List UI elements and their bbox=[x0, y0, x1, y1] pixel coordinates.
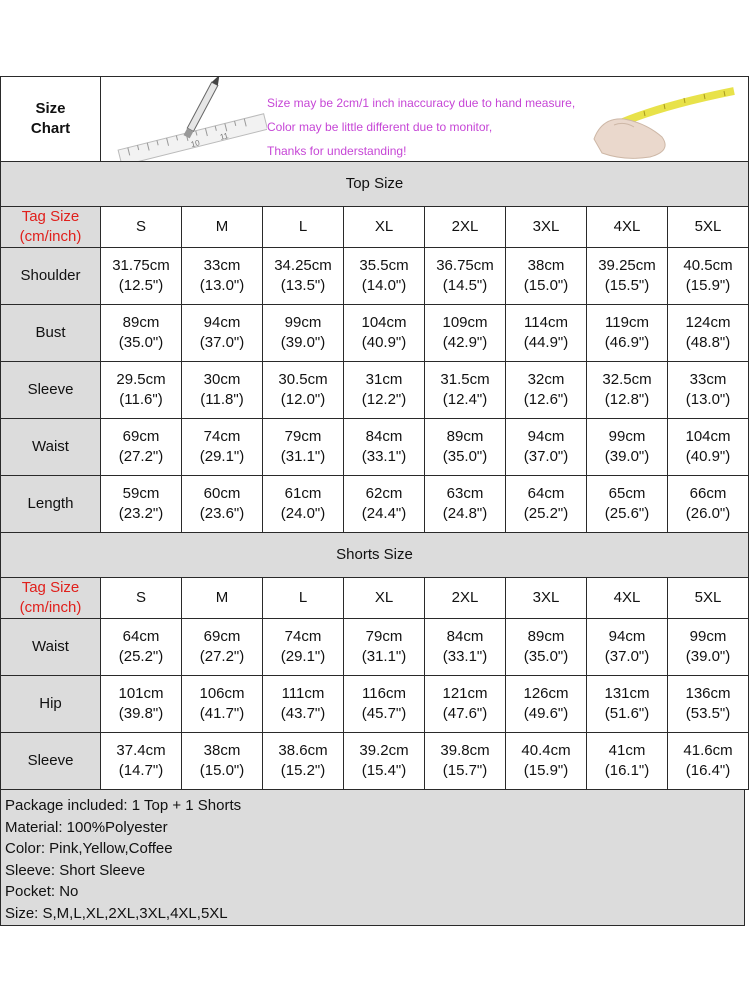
shorts-size-header: L bbox=[263, 578, 344, 619]
measure-cm: 33cm bbox=[689, 371, 727, 388]
measure-cm: 40.5cm bbox=[683, 257, 733, 274]
measure-cm: 89cm bbox=[527, 628, 565, 645]
measure-cm: 111cm bbox=[281, 685, 325, 702]
top-measure-cell bbox=[668, 248, 749, 305]
top-measure-cell bbox=[587, 362, 668, 419]
measure-cm: 109cm bbox=[442, 314, 488, 331]
top-measure-cell bbox=[344, 248, 425, 305]
ruler-label-11: 11 bbox=[219, 131, 230, 142]
measure-cm: 94cm bbox=[608, 628, 646, 645]
detail-pocket: Pocket: No bbox=[5, 883, 79, 900]
measure-inch: (45.7") bbox=[361, 705, 407, 722]
top-measure-cell bbox=[425, 419, 506, 476]
measure-cm: 131cm bbox=[604, 685, 650, 702]
pencil-ruler-icon bbox=[107, 77, 267, 161]
top-measure-cell bbox=[668, 362, 749, 419]
measure-inch: (12.4") bbox=[442, 391, 488, 408]
measure-cm: 99cm bbox=[284, 314, 322, 331]
measure-cm: 64cm bbox=[527, 485, 565, 502]
measure-inch: (14.7") bbox=[118, 762, 164, 779]
measure-inch: (35.0") bbox=[523, 648, 569, 665]
measure-inch: (23.2") bbox=[118, 505, 164, 522]
detail-color: Color: Pink,Yellow,Coffee bbox=[5, 840, 173, 857]
measure-inch: (40.9") bbox=[685, 448, 731, 465]
top-measure-cell bbox=[587, 419, 668, 476]
measure-inch: (16.1") bbox=[604, 762, 650, 779]
shorts-table-row bbox=[1, 733, 749, 790]
detail-sleeve: Sleeve: Short Sleeve bbox=[5, 861, 146, 879]
top-measure-cell bbox=[101, 362, 182, 419]
measure-cm: 38cm bbox=[203, 742, 241, 759]
top-measure-cell bbox=[263, 419, 344, 476]
top-measure-cell bbox=[506, 362, 587, 419]
measure-cm: 69cm bbox=[203, 628, 241, 645]
top-tag-size-label: Tag Size (cm/inch) bbox=[1, 207, 101, 248]
measure-inch: (43.7") bbox=[280, 705, 326, 722]
shorts-measure-cell bbox=[263, 733, 344, 790]
measure-cm: 69cm bbox=[122, 428, 160, 445]
top-table-row bbox=[1, 476, 749, 533]
measure-cm: 116cm bbox=[362, 685, 406, 702]
shorts-measure-cell bbox=[506, 733, 587, 790]
top-measure-cell bbox=[425, 305, 506, 362]
top-measure-cell bbox=[506, 248, 587, 305]
measure-inch: (53.5") bbox=[685, 705, 731, 722]
shorts-measure-cell bbox=[344, 676, 425, 733]
measure-inch: (12.6") bbox=[523, 391, 569, 408]
measure-inch: (13.5") bbox=[280, 277, 326, 294]
shorts-measure-cell bbox=[182, 733, 263, 790]
measure-inch: (15.9") bbox=[523, 762, 569, 779]
measure-cm: 119cm bbox=[605, 314, 649, 331]
top-measure-cell bbox=[101, 419, 182, 476]
shorts-measure-cell bbox=[425, 676, 506, 733]
measure-inch: (12.8") bbox=[604, 391, 650, 408]
top-measure-cell bbox=[263, 248, 344, 305]
measure-cm: 39.25cm bbox=[598, 257, 656, 274]
shorts-measure-cell bbox=[425, 733, 506, 790]
measure-cm: 38.6cm bbox=[278, 742, 328, 759]
measure-inch: (39.0") bbox=[280, 334, 326, 351]
shorts-size-header: 3XL bbox=[506, 578, 587, 619]
measure-inch: (35.0") bbox=[118, 334, 164, 351]
top-measure-cell bbox=[425, 476, 506, 533]
top-measure-cell bbox=[668, 476, 749, 533]
measure-inch: (15.7") bbox=[442, 762, 488, 779]
top-measure-cell bbox=[344, 362, 425, 419]
shorts-row-label: Hip bbox=[1, 676, 101, 733]
measure-inch: (49.6") bbox=[523, 705, 569, 722]
measure-cm: 41.6cm bbox=[683, 742, 733, 759]
ruler-label-10: 10 bbox=[189, 138, 201, 150]
measurement-notes bbox=[267, 91, 575, 161]
measure-inch: (31.1") bbox=[361, 648, 407, 665]
measure-inch: (29.1") bbox=[199, 448, 245, 465]
measure-cm: 84cm bbox=[365, 428, 403, 445]
measure-inch: (37.0") bbox=[523, 448, 569, 465]
measure-inch: (41.7") bbox=[199, 705, 245, 722]
top-size-header: S bbox=[101, 207, 182, 248]
measure-inch: (16.4") bbox=[685, 762, 731, 779]
measure-cm: 39.8cm bbox=[440, 742, 490, 759]
measure-cm: 63cm bbox=[446, 485, 484, 502]
measure-cm: 64cm bbox=[122, 628, 160, 645]
title-line-1: Size bbox=[35, 100, 66, 117]
measure-inch: (25.2") bbox=[523, 505, 569, 522]
measure-cm: 61cm bbox=[284, 485, 322, 502]
top-size-header: 3XL bbox=[506, 207, 587, 248]
measure-cm: 79cm bbox=[284, 428, 322, 445]
note-line-2: Color may be little different due to monitor, bbox=[267, 120, 493, 134]
measure-cm: 38cm bbox=[527, 257, 565, 274]
top-size-header: XL bbox=[344, 207, 425, 248]
measure-inch: (37.0") bbox=[604, 648, 650, 665]
top-measure-cell bbox=[344, 305, 425, 362]
measure-cm: 40.4cm bbox=[521, 742, 571, 759]
shorts-size-header: 4XL bbox=[587, 578, 668, 619]
top-measure-cell bbox=[344, 476, 425, 533]
measure-inch: (48.8") bbox=[685, 334, 731, 351]
measure-cm: 59cm bbox=[122, 485, 160, 502]
shorts-table-row bbox=[1, 676, 749, 733]
measure-cm: 66cm bbox=[689, 485, 727, 502]
shorts-tag-size-label: Tag Size (cm/inch) bbox=[1, 578, 101, 619]
top-size-header: 2XL bbox=[425, 207, 506, 248]
measure-inch: (26.0") bbox=[685, 505, 731, 522]
measure-cm: 99cm bbox=[689, 628, 727, 645]
top-measure-cell bbox=[182, 305, 263, 362]
shorts-measure-cell bbox=[587, 676, 668, 733]
measuring-tape-hand-icon bbox=[584, 77, 744, 161]
top-measure-cell bbox=[668, 419, 749, 476]
top-measure-cell bbox=[182, 362, 263, 419]
shorts-measure-cell bbox=[506, 619, 587, 676]
top-measure-cell bbox=[182, 248, 263, 305]
measure-cm: 126cm bbox=[523, 685, 569, 702]
shorts-row-label: Waist bbox=[1, 619, 101, 676]
size-chart bbox=[0, 76, 748, 926]
measure-cm: 30.5cm bbox=[278, 371, 328, 388]
top-measure-cell bbox=[263, 362, 344, 419]
measure-cm: 99cm bbox=[608, 428, 646, 445]
measure-inch: (39.0") bbox=[604, 448, 650, 465]
top-row-label: Sleeve bbox=[1, 362, 101, 419]
top-table-row bbox=[1, 419, 749, 476]
top-measure-cell bbox=[506, 305, 587, 362]
measure-cm: 36.75cm bbox=[436, 257, 494, 274]
shorts-measure-cell bbox=[182, 676, 263, 733]
measure-cm: 41cm bbox=[608, 742, 646, 759]
measure-inch: (25.6") bbox=[604, 505, 650, 522]
measure-inch: (25.2") bbox=[118, 648, 164, 665]
measure-cm: 79cm bbox=[365, 628, 403, 645]
shorts-measure-cell bbox=[587, 619, 668, 676]
measure-inch: (14.5") bbox=[442, 277, 488, 294]
top-row-label: Shoulder bbox=[1, 248, 101, 305]
measure-inch: (13.0") bbox=[685, 391, 731, 408]
top-measure-cell bbox=[101, 305, 182, 362]
detail-package: Package included: 1 Top + 1 Shorts bbox=[5, 797, 242, 814]
measure-inch: (46.9") bbox=[604, 334, 650, 351]
top-measure-cell bbox=[587, 305, 668, 362]
shorts-measure-cell bbox=[263, 619, 344, 676]
measure-inch: (15.4") bbox=[361, 762, 407, 779]
measure-cm: 94cm bbox=[527, 428, 565, 445]
measure-inch: (12.5") bbox=[118, 277, 164, 294]
measure-inch: (29.1") bbox=[280, 648, 326, 665]
top-row-label: Length bbox=[1, 476, 101, 533]
measure-inch: (15.0") bbox=[199, 762, 245, 779]
measure-inch: (40.9") bbox=[361, 334, 407, 351]
shorts-size-header: S bbox=[101, 578, 182, 619]
measure-cm: 104cm bbox=[361, 314, 407, 331]
top-measure-cell bbox=[344, 419, 425, 476]
measure-inch: (39.8") bbox=[118, 705, 164, 722]
top-measure-cell bbox=[506, 476, 587, 533]
measure-cm: 31cm bbox=[365, 371, 403, 388]
measure-inch: (42.9") bbox=[442, 334, 488, 351]
measure-inch: (31.1") bbox=[280, 448, 326, 465]
measure-inch: (33.1") bbox=[442, 648, 488, 665]
measure-cm: 89cm bbox=[446, 428, 484, 445]
measure-cm: 84cm bbox=[446, 628, 484, 645]
shorts-size-header: XL bbox=[344, 578, 425, 619]
shorts-measure-cell bbox=[587, 733, 668, 790]
top-size-header: 5XL bbox=[668, 207, 749, 248]
measure-cm: 65cm bbox=[608, 485, 646, 502]
top-size-header: M bbox=[182, 207, 263, 248]
shorts-size-header: 5XL bbox=[668, 578, 749, 619]
measure-cm: 33cm bbox=[203, 257, 241, 274]
shorts-measure-cell bbox=[344, 619, 425, 676]
shorts-measure-cell bbox=[101, 733, 182, 790]
measure-inch: (27.2") bbox=[118, 448, 164, 465]
shorts-measure-cell bbox=[668, 676, 749, 733]
measure-inch: (15.2") bbox=[280, 762, 326, 779]
top-table-row bbox=[1, 305, 749, 362]
measure-cm: 31.75cm bbox=[112, 257, 170, 274]
measure-inch: (44.9") bbox=[523, 334, 569, 351]
top-measure-cell bbox=[425, 248, 506, 305]
shorts-size-header: 2XL bbox=[425, 578, 506, 619]
top-measure-cell bbox=[101, 248, 182, 305]
measure-cm: 32.5cm bbox=[602, 371, 652, 388]
size-chart-table bbox=[0, 76, 749, 790]
measure-cm: 124cm bbox=[685, 314, 731, 331]
measure-inch: (15.0") bbox=[523, 277, 569, 294]
top-row-label: Bust bbox=[1, 305, 101, 362]
shorts-measure-cell bbox=[344, 733, 425, 790]
shorts-measure-cell bbox=[668, 619, 749, 676]
measure-inch: (27.2") bbox=[199, 648, 245, 665]
measure-cm: 74cm bbox=[284, 628, 322, 645]
shorts-measure-cell bbox=[668, 733, 749, 790]
top-measure-cell bbox=[101, 476, 182, 533]
measure-cm: 104cm bbox=[685, 428, 731, 445]
measure-inch: (15.9") bbox=[685, 277, 731, 294]
measure-cm: 30cm bbox=[203, 371, 241, 388]
measure-cm: 62cm bbox=[365, 485, 403, 502]
shorts-row-label: Sleeve bbox=[1, 733, 101, 790]
measure-inch: (13.0") bbox=[199, 277, 245, 294]
shorts-measure-cell bbox=[182, 619, 263, 676]
shorts-measure-cell bbox=[506, 676, 587, 733]
measure-cm: 101cm bbox=[118, 685, 164, 702]
top-measure-cell bbox=[587, 248, 668, 305]
measure-inch: (14.0") bbox=[361, 277, 407, 294]
top-measure-cell bbox=[587, 476, 668, 533]
measure-inch: (11.6") bbox=[119, 391, 163, 408]
measure-cm: 31.5cm bbox=[440, 371, 490, 388]
top-measure-cell bbox=[182, 476, 263, 533]
measure-inch: (24.8") bbox=[442, 505, 488, 522]
measure-cm: 35.5cm bbox=[359, 257, 409, 274]
measure-inch: (37.0") bbox=[199, 334, 245, 351]
shorts-measure-cell bbox=[101, 619, 182, 676]
measure-cm: 106cm bbox=[199, 685, 245, 702]
measure-cm: 121cm bbox=[442, 685, 488, 702]
measure-inch: (33.1") bbox=[361, 448, 407, 465]
title-line-2: Chart bbox=[30, 120, 71, 137]
measure-cm: 29.5cm bbox=[116, 371, 166, 388]
measure-cm: 37.4cm bbox=[116, 742, 166, 759]
shorts-table-row bbox=[1, 619, 749, 676]
top-table-row bbox=[1, 362, 749, 419]
measure-inch: (12.2") bbox=[361, 391, 407, 408]
top-measure-cell bbox=[668, 305, 749, 362]
shorts-measure-cell bbox=[425, 619, 506, 676]
measure-cm: 94cm bbox=[203, 314, 241, 331]
top-measure-cell bbox=[263, 476, 344, 533]
measure-cm: 136cm bbox=[685, 685, 731, 702]
measure-cm: 74cm bbox=[203, 428, 241, 445]
top-measure-cell bbox=[425, 362, 506, 419]
measure-cm: 32cm bbox=[527, 371, 565, 388]
measure-inch: (51.6") bbox=[604, 705, 650, 722]
measure-inch: (12.0") bbox=[280, 391, 326, 408]
top-table-row bbox=[1, 248, 749, 305]
detail-material: Material: 100%Polyester bbox=[5, 818, 168, 836]
top-size-heading: Top Size bbox=[1, 162, 749, 207]
product-details bbox=[0, 790, 745, 926]
note-line-3: Thanks for understanding! bbox=[267, 144, 407, 158]
top-measure-cell bbox=[506, 419, 587, 476]
header-banner bbox=[101, 77, 749, 162]
top-size-header: L bbox=[263, 207, 344, 248]
measure-inch: (35.0") bbox=[442, 448, 488, 465]
measure-inch: (24.0") bbox=[280, 505, 326, 522]
note-line-1: Size may be 2cm/1 inch inaccuracy due to hand measure, bbox=[267, 96, 576, 110]
measure-inch: (39.0") bbox=[685, 648, 731, 665]
top-measure-cell bbox=[263, 305, 344, 362]
measure-inch: (23.6") bbox=[199, 505, 245, 522]
measure-inch: (24.4") bbox=[361, 505, 407, 522]
shorts-measure-cell bbox=[263, 676, 344, 733]
detail-sizes: Size: S,M,L,XL,2XL,3XL,4XL,5XL bbox=[5, 904, 228, 922]
top-measure-cell bbox=[182, 419, 263, 476]
measure-inch: (15.5") bbox=[604, 277, 650, 294]
size-chart-title bbox=[1, 77, 101, 162]
top-row-label: Waist bbox=[1, 419, 101, 476]
measure-inch: (47.6") bbox=[442, 705, 488, 722]
measure-cm: 114cm bbox=[524, 314, 568, 331]
measure-inch: (11.8") bbox=[200, 391, 244, 408]
measure-cm: 60cm bbox=[203, 485, 241, 502]
measure-cm: 39.2cm bbox=[359, 742, 409, 759]
measure-cm: 34.25cm bbox=[274, 257, 332, 274]
shorts-size-header: M bbox=[182, 578, 263, 619]
shorts-size-heading: Shorts Size bbox=[1, 533, 749, 578]
top-size-header: 4XL bbox=[587, 207, 668, 248]
measure-cm: 89cm bbox=[122, 314, 160, 331]
shorts-measure-cell bbox=[101, 676, 182, 733]
